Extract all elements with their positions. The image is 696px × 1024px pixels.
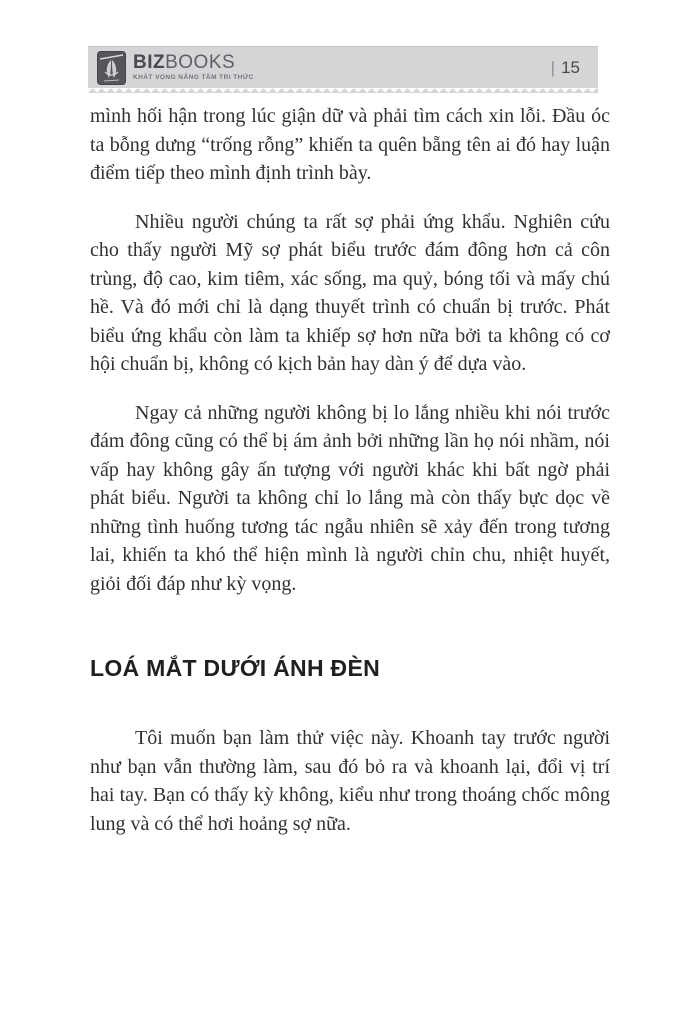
page-number-value: 15 [561, 57, 580, 77]
page-number [551, 58, 580, 78]
brand-tagline: KHÁT VỌNG NÂNG TẦM TRI THỨC [133, 74, 254, 82]
header-band [88, 46, 598, 88]
page-number-separator: | [550, 57, 556, 77]
section-heading: LOÁ MẮT DƯỚI ÁNH ĐÈN [90, 655, 381, 681]
bizbooks-logo-icon [97, 51, 126, 85]
paragraph: Nhiều người chúng ta rất sợ phải ứng khẩu. Nghiên cứu cho thấy người Mỹ sợ phát biểu trước đám đông hơn cả côn trùng, độ cao, kim tiêm, xác sống, ma quỷ, bóng tối và mấy chú hề. Và đó mới chỉ là dạng thuyết trình có chuẩn bị trước. Phát biểu ứng khẩu còn làm ta khiếp sợ hơn nữa bởi ta không có cơ hội chuẩn bị, không có kịch bản hay dàn ý để dựa vào. [90, 210, 610, 375]
brand-text [133, 53, 254, 82]
paragraph-continuation: mình hối hận trong lúc giận dữ và phải tìm cách xin lỗi. Đầu óc ta bỗng dưng “trống rỗng” khiến ta quên bẵng tên ai đó hay luận điểm tiếp theo mình định trình bày. [90, 105, 610, 184]
bizbooks-logo [97, 51, 254, 85]
paragraph: Tôi muốn bạn làm thử việc này. Khoanh tay trước người như bạn vẫn thường làm, sau đó bỏ ra và khoanh lại, đổi vị trí hai tay. Bạn có thấy kỳ không, kiểu như trong thoáng chốc mông lung và có thể hơi hoảng sợ nữa. [90, 727, 610, 835]
brand-name-light: BOOKS [165, 52, 236, 74]
brand-name-bold: BIZ [133, 52, 166, 74]
paragraph: Ngay cả những người không bị lo lắng nhiều khi nói trước đám đông cũng có thể bị ám ảnh bởi những lần họ nói nhầm, nói vấp hay không gây ấn tượng với người khác khi bất ngờ phải phát biểu. Người ta không chỉ lo lắng mà còn thấy bực dọc về những tình huống tương tác ngẫu nhiên sẽ xảy đến trong tương lai, khiến ta khó thể hiện mình là người chỉn chu, nhiệt huyết, giỏi đối đáp như kỳ vọng. [90, 401, 610, 595]
article-body [90, 102, 610, 858]
